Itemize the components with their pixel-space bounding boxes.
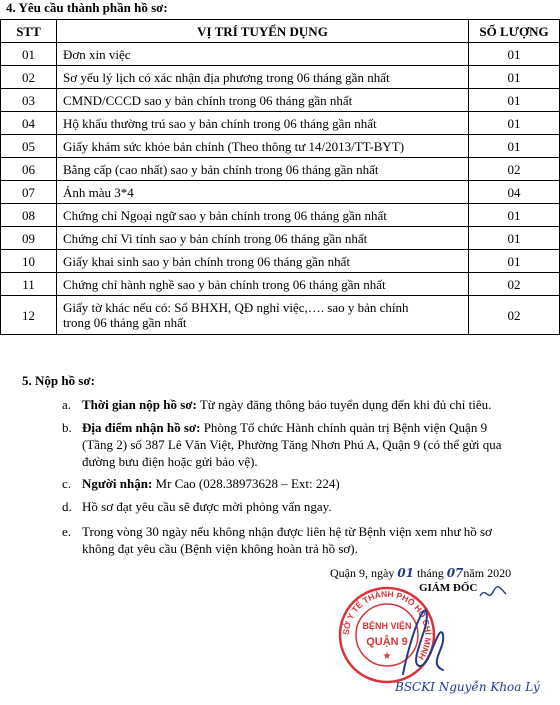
signing-date bbox=[330, 566, 511, 581]
table-row bbox=[1, 204, 560, 227]
table-row bbox=[1, 89, 560, 112]
item-c-label: Người nhận: bbox=[82, 476, 153, 491]
row-text: Giấy khai sinh sao y bản chính trong 06 tháng gần nhất bbox=[57, 250, 469, 273]
row-stt: 12 bbox=[1, 296, 57, 335]
stamp-mid-text: QUẬN 9 bbox=[366, 636, 408, 648]
header-quantity: SỐ LƯỢNG bbox=[469, 20, 560, 43]
row-text: Chứng chỉ hành nghề sao y bản chính trong 06 tháng gần nhất bbox=[57, 273, 469, 296]
stamp-top-text: BỆNH VIỆN bbox=[362, 621, 412, 631]
header-position: VỊ TRÍ TUYỂN DỤNG bbox=[57, 20, 469, 43]
item-b-text1: Phòng Tổ chức Hành chính quản trị Bệnh viện Quận 9 bbox=[200, 420, 488, 435]
row-qty: 04 bbox=[469, 181, 560, 204]
row-qty: 02 bbox=[469, 296, 560, 335]
item-a-letter: a. bbox=[62, 397, 72, 412]
row-text-line2: trong 06 tháng gần nhất bbox=[63, 315, 187, 330]
table-row bbox=[1, 273, 560, 296]
row-qty: 01 bbox=[469, 112, 560, 135]
item-b-letter: b. bbox=[62, 420, 72, 435]
row-stt: 03 bbox=[1, 89, 57, 112]
row-text: Chứng chỉ Vi tính sao y bản chính trong 06 tháng gần nhất bbox=[57, 227, 469, 250]
date-month: 07 bbox=[446, 566, 464, 580]
row-stt: 02 bbox=[1, 66, 57, 89]
row-stt: 07 bbox=[1, 181, 57, 204]
svg-text:★: ★ bbox=[382, 651, 392, 662]
row-qty: 01 bbox=[469, 66, 560, 89]
row-text: Ảnh màu 3*4 bbox=[57, 181, 469, 204]
item-e-letter: e. bbox=[62, 524, 72, 539]
row-text-line1: Giấy tờ khác nếu có: Sổ BHXH, QĐ nghỉ việc,…. sao y bản chính bbox=[63, 300, 409, 315]
row-stt: 09 bbox=[1, 227, 57, 250]
row-text bbox=[57, 296, 469, 335]
section-4-heading: 4. Yêu cầu thành phần hồ sơ: bbox=[6, 0, 168, 15]
date-year: năm 2020 bbox=[463, 566, 512, 580]
table-row bbox=[1, 158, 560, 181]
director-title: GIÁM ĐỐC bbox=[419, 582, 478, 594]
row-stt: 11 bbox=[1, 273, 57, 296]
table-header-row bbox=[1, 20, 560, 43]
table-row bbox=[1, 296, 560, 335]
item-b-text3: đường bưu điện hoặc gửi bảo vệ). bbox=[82, 454, 258, 469]
director-name: BSCKI Nguyễn Khoa Lý bbox=[395, 680, 540, 694]
header-stt: STT bbox=[1, 20, 57, 43]
item-c-letter: c. bbox=[62, 476, 72, 491]
item-d-letter: d. bbox=[62, 499, 72, 514]
item-a-text: Từ ngày đăng thông báo tuyển dụng đến khi đủ chỉ tiêu. bbox=[196, 397, 492, 412]
table-row bbox=[1, 181, 560, 204]
row-stt: 08 bbox=[1, 204, 57, 227]
initial-scribble bbox=[478, 584, 508, 604]
stamp-ring-text: SỞ Y TẾ THÀNH PHỐ HỒ CHÍ MINH bbox=[340, 588, 434, 662]
row-text: Giấy khám sức khỏe bản chính (Theo thông tư 14/2013/TT-BYT) bbox=[57, 135, 469, 158]
item-e-text2: không đạt yêu cầu (Bệnh viện không hoàn trả hồ sơ). bbox=[82, 541, 358, 556]
row-qty: 02 bbox=[469, 158, 560, 181]
table-row bbox=[1, 66, 560, 89]
section-5-heading: 5. Nộp hồ sơ: bbox=[22, 373, 95, 388]
item-b-text2: (Tầng 2) số 387 Lê Văn Việt, Phường Tăng Nhơn Phú A, Quận 9 (có thể gửi qua bbox=[82, 437, 502, 452]
row-qty: 01 bbox=[469, 227, 560, 250]
date-day: 01 bbox=[397, 566, 415, 580]
table-row bbox=[1, 250, 560, 273]
row-qty: 01 bbox=[469, 135, 560, 158]
date-month-label: tháng bbox=[414, 566, 447, 580]
item-c-text: Mr Cao (028.38973628 – Ext: 224) bbox=[152, 476, 340, 491]
handwritten-signature bbox=[393, 604, 453, 684]
row-qty: 02 bbox=[469, 273, 560, 296]
row-stt: 05 bbox=[1, 135, 57, 158]
row-qty: 01 bbox=[469, 250, 560, 273]
item-a-label: Thời gian nộp hồ sơ: bbox=[82, 397, 197, 412]
row-text: Chứng chỉ Ngoại ngữ sao y bản chính trong 06 tháng gần nhất bbox=[57, 204, 469, 227]
row-text: CMND/CCCD sao y bản chính trong 06 tháng gần nhất bbox=[57, 89, 469, 112]
row-stt: 10 bbox=[1, 250, 57, 273]
row-qty: 01 bbox=[469, 204, 560, 227]
documents-table bbox=[0, 19, 560, 335]
row-text: Hộ khẩu thường trú sao y bản chính trong 06 tháng gần nhất bbox=[57, 112, 469, 135]
row-text: Sơ yếu lý lịch có xác nhận địa phương trong 06 tháng gần nhất bbox=[57, 66, 469, 89]
row-text: Bằng cấp (cao nhất) sao y bản chính trong 06 tháng gần nhất bbox=[57, 158, 469, 181]
row-qty: 01 bbox=[469, 89, 560, 112]
table-row bbox=[1, 227, 560, 250]
row-text: Đơn xin việc bbox=[57, 43, 469, 66]
date-prefix: Quận 9, ngày bbox=[330, 566, 398, 580]
row-stt: 01 bbox=[1, 43, 57, 66]
row-stt: 06 bbox=[1, 158, 57, 181]
row-stt: 04 bbox=[1, 112, 57, 135]
row-qty: 01 bbox=[469, 43, 560, 66]
table-row bbox=[1, 135, 560, 158]
item-b-label: Địa điểm nhận hồ sơ: bbox=[82, 420, 201, 435]
item-d-text: Hồ sơ đạt yêu cầu sẽ được mời phỏng vấn ngay. bbox=[82, 499, 332, 514]
table-row bbox=[1, 43, 560, 66]
item-e-text1: Trong vòng 30 ngày nếu không nhận được liên hệ từ Bệnh viện xem như hồ sơ bbox=[82, 524, 492, 539]
table-row bbox=[1, 112, 560, 135]
